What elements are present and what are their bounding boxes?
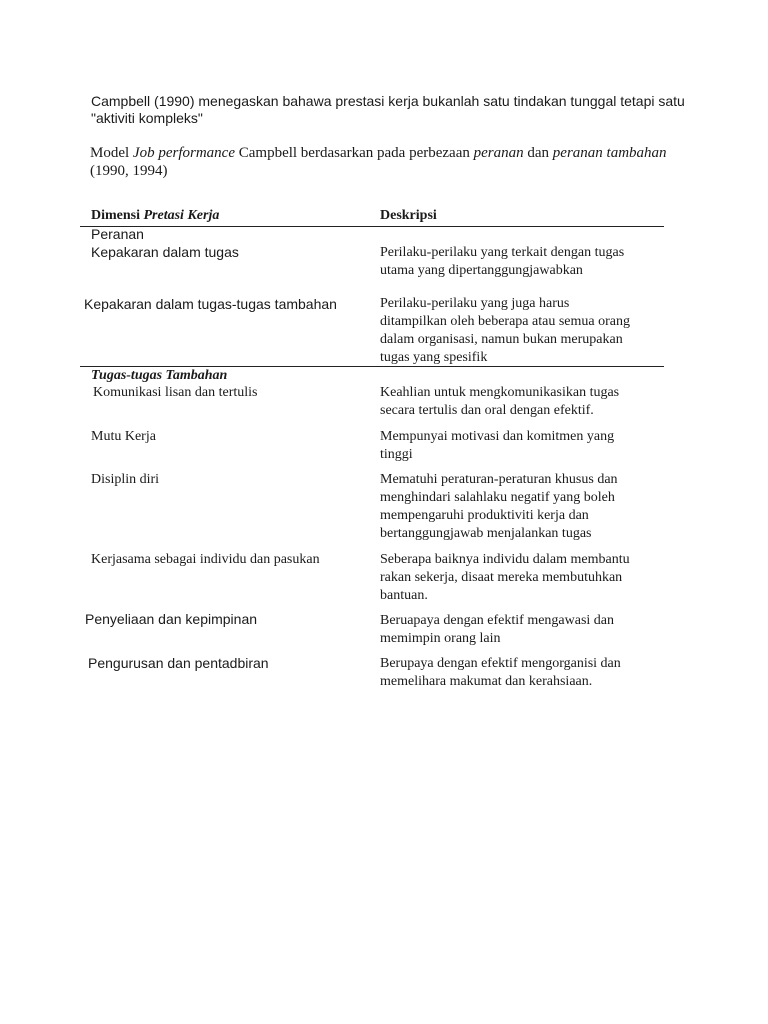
description-line: tinggi (380, 447, 413, 462)
table-header-rule (80, 226, 664, 227)
dimension-mutu-kerja: Mutu Kerja (91, 429, 156, 444)
description-line: Seberapa baiknya individu dalam membantu (380, 552, 630, 567)
dimension-penyeliaan: Penyeliaan dan kepimpinan (85, 611, 258, 627)
intro-paragraph (91, 93, 701, 127)
description-kepakaran-tugas-tambahan (380, 295, 670, 367)
description-line: memimpin orang lain (380, 631, 501, 646)
dimension-kerjasama: Kerjasama sebagai individu dan pasukan (91, 552, 320, 567)
section-divider-rule (80, 366, 664, 367)
description-line: ditampilkan oleh beberapa atau semua orang (380, 314, 630, 329)
intro-line-1: Campbell (1990) menegaskan bahawa prestasi kerja bukanlah satu tindakan tunggal tetapi satu (91, 93, 685, 109)
table-header-description: Deskripsi (380, 208, 437, 223)
description-line: bantuan. (380, 588, 428, 603)
dimension-komunikasi: Komunikasi lisan dan tertulis (93, 385, 258, 400)
description-pengurusan (380, 655, 670, 691)
model-line-1 (90, 144, 710, 162)
description-line: Perilaku-perilaku yang juga harus (380, 296, 570, 311)
description-line: Berupaya dengan efektif mengorganisi dan (380, 656, 621, 671)
description-line: Beruapaya dengan efektif mengawasi dan (380, 613, 615, 628)
section-title-tugas-tambahan: Tugas-tugas Tambahan (91, 368, 228, 383)
description-komunikasi (380, 384, 670, 420)
description-line: Keahlian untuk mengkomunikasikan tugas (380, 385, 620, 400)
model-term-peranan-tambahan: peranan tambahan (552, 145, 667, 161)
description-mutu-kerja (380, 428, 670, 464)
model-text-1: Model (90, 145, 133, 161)
model-text-5: dan (523, 145, 553, 161)
dimension-disiplin-diri: Disiplin diri (91, 472, 160, 487)
header-dimension-plain: Dimensi (91, 208, 144, 223)
description-line: memelihara makumat dan kerahsiaan. (380, 674, 593, 689)
description-line: utama yang dipertanggungjawabkan (380, 263, 583, 278)
dimension-pengurusan: Pengurusan dan pentadbiran (88, 655, 269, 671)
description-line: dalam organisasi, namun bukan merupakan (380, 332, 623, 347)
intro-line-2: "aktiviti kompleks" (91, 110, 203, 126)
model-term-job-performance: Job performance (132, 145, 235, 161)
description-penyeliaan (380, 612, 670, 648)
description-line: tugas yang spesifik (380, 350, 488, 365)
section-title-peranan: Peranan (91, 226, 144, 242)
table-header-dimension (91, 208, 219, 224)
header-dimension-italic: Pretasi Kerja (143, 208, 220, 223)
description-kerjasama (380, 551, 670, 605)
dimension-kepakaran-tugas-tambahan: Kepakaran dalam tugas-tugas tambahan (84, 296, 337, 312)
description-line: Perilaku-perilaku yang terkait dengan tugas (380, 245, 625, 260)
description-line: Mempunyai motivasi dan komitmen yang (380, 429, 615, 444)
description-line: menghindari salahlaku negatif yang boleh (380, 490, 615, 505)
description-line: bertanggungjawab menjalankan tugas (380, 526, 592, 541)
model-text-3: Campbell berdasarkan pada perbezaan (234, 145, 474, 161)
description-kepakaran-tugas (380, 244, 670, 280)
model-line-2: (1990, 1994) (90, 163, 168, 179)
description-disiplin-diri (380, 471, 670, 543)
model-term-peranan: peranan (473, 145, 524, 161)
description-line: secara tertulis dan oral dengan efektif. (380, 403, 594, 418)
description-line: Mematuhi peraturan-peraturan khusus dan (380, 472, 618, 487)
model-paragraph (90, 144, 710, 180)
dimension-kepakaran-tugas: Kepakaran dalam tugas (91, 244, 239, 260)
description-line: rakan sekerja, disaat mereka membutuhkan (380, 570, 623, 585)
description-line: mempengaruhi produktiviti kerja dan (380, 508, 589, 523)
